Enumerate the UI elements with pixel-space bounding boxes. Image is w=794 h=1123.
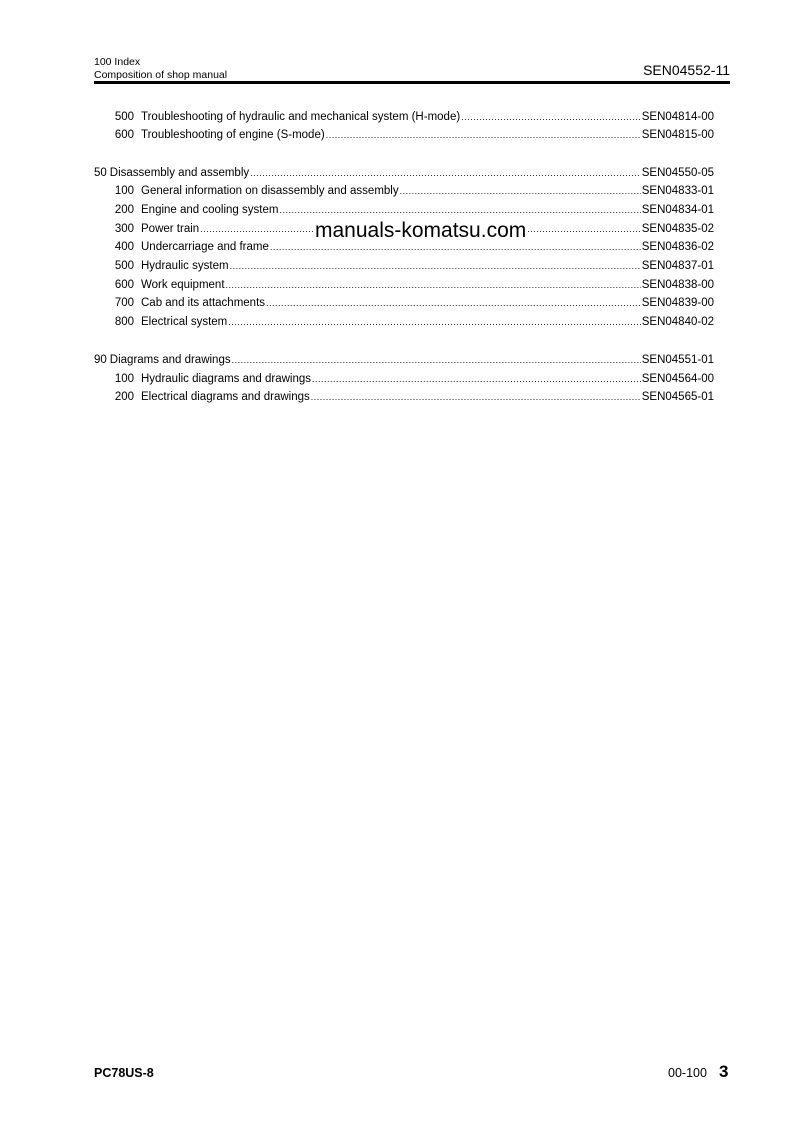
toc-entry [94,260,714,275]
dot-leader [270,242,641,252]
toc-entry-title: Undercarriage and frame [141,241,269,253]
toc-entry [94,241,714,256]
toc-entry [94,354,714,369]
toc-entry [94,111,714,126]
header-section [94,56,227,81]
toc-entry-number: 100 [114,373,134,385]
toc-entry [94,279,714,294]
toc-entry [94,204,714,219]
toc-entry [94,316,714,331]
toc-entry [94,297,714,312]
footer-model: PC78US-8 [94,1066,154,1080]
toc-entry-code: SEN04839-00 [641,297,714,309]
toc-entry-code: SEN04833-01 [641,185,714,197]
dot-leader [228,317,640,327]
toc-entry-code: SEN04815-00 [641,129,714,141]
dot-leader [232,355,641,365]
toc-entry-number: 500 [114,111,134,123]
header-doc-code: SEN04552-11 [643,62,730,78]
toc-entry-code: SEN04837-01 [641,260,714,272]
toc-entry-title: Diagrams and drawings [109,354,231,366]
toc-entry-number: 50 [94,167,107,179]
toc-entry-code: SEN04836-02 [641,241,714,253]
toc-entry-code: SEN04551-01 [641,354,714,366]
dot-leader [266,298,641,308]
toc-entry-number: 90 [94,354,107,366]
toc-entry-code: SEN04565-01 [641,391,714,403]
footer-page-number: 3 [719,1062,729,1081]
dot-leader [279,205,640,215]
dot-leader [461,112,641,122]
toc-entry-code: SEN04834-01 [641,204,714,216]
dot-leader [311,392,641,402]
toc-entry-number: 400 [114,241,134,253]
toc-entry-title: General information on disassembly and assembly [141,185,399,197]
header-rule [94,81,730,84]
toc-entry-title: Power train [141,223,200,235]
toc-entry-title: Hydraulic system [141,260,229,272]
dot-leader [226,280,641,290]
toc-entry-title: Work equipment [141,279,225,291]
toc-entry-title: Troubleshooting of engine (S-mode) [141,129,325,141]
toc-entry-number: 100 [114,185,134,197]
toc-entry-number: 600 [114,129,134,141]
toc-entry-number: 600 [114,279,134,291]
toc-entry [94,373,714,388]
toc-entry [94,167,714,182]
toc-entry-number: 200 [114,204,134,216]
toc-entry-number: 500 [114,260,134,272]
toc-entry [94,129,714,144]
dot-leader [230,261,641,271]
toc-entry [94,391,714,406]
toc-entry-code: SEN04814-00 [641,111,714,123]
toc-entry-number: 700 [114,297,134,309]
header-index: 100 Index [94,56,141,68]
toc-entry-title: Hydraulic diagrams and drawings [141,373,312,385]
toc-entry-title: Engine and cooling system [141,204,279,216]
toc-entry-code: SEN04835-02 [641,223,714,235]
toc-entry-title: Disassembly and assembly [109,167,250,179]
toc-entry-title: Troubleshooting of hydraulic and mechanical system (H-mode) [141,111,461,123]
toc-entry-number: 200 [114,391,134,403]
toc-entry [94,185,714,200]
toc-entry-code: SEN04840-02 [641,316,714,328]
toc-entry-number: 300 [114,223,134,235]
toc-entry-title: Cab and its attachments [141,297,266,309]
dot-leader [312,374,641,384]
dot-leader [400,186,641,196]
toc-entry-code: SEN04838-00 [641,279,714,291]
watermark: manuals-komatsu.com [315,219,527,242]
toc-entry-code: SEN04550-05 [641,167,714,179]
dot-leader [326,130,641,140]
toc-entry-title: Electrical system [141,316,228,328]
dot-leader [250,168,641,178]
toc-entry-number: 800 [114,316,134,328]
header-title: Composition of shop manual [94,68,228,81]
toc-entry-code: SEN04564-00 [641,373,714,385]
toc-entry-title: Electrical diagrams and drawings [141,391,310,403]
footer-section: 00-100 [668,1066,707,1080]
